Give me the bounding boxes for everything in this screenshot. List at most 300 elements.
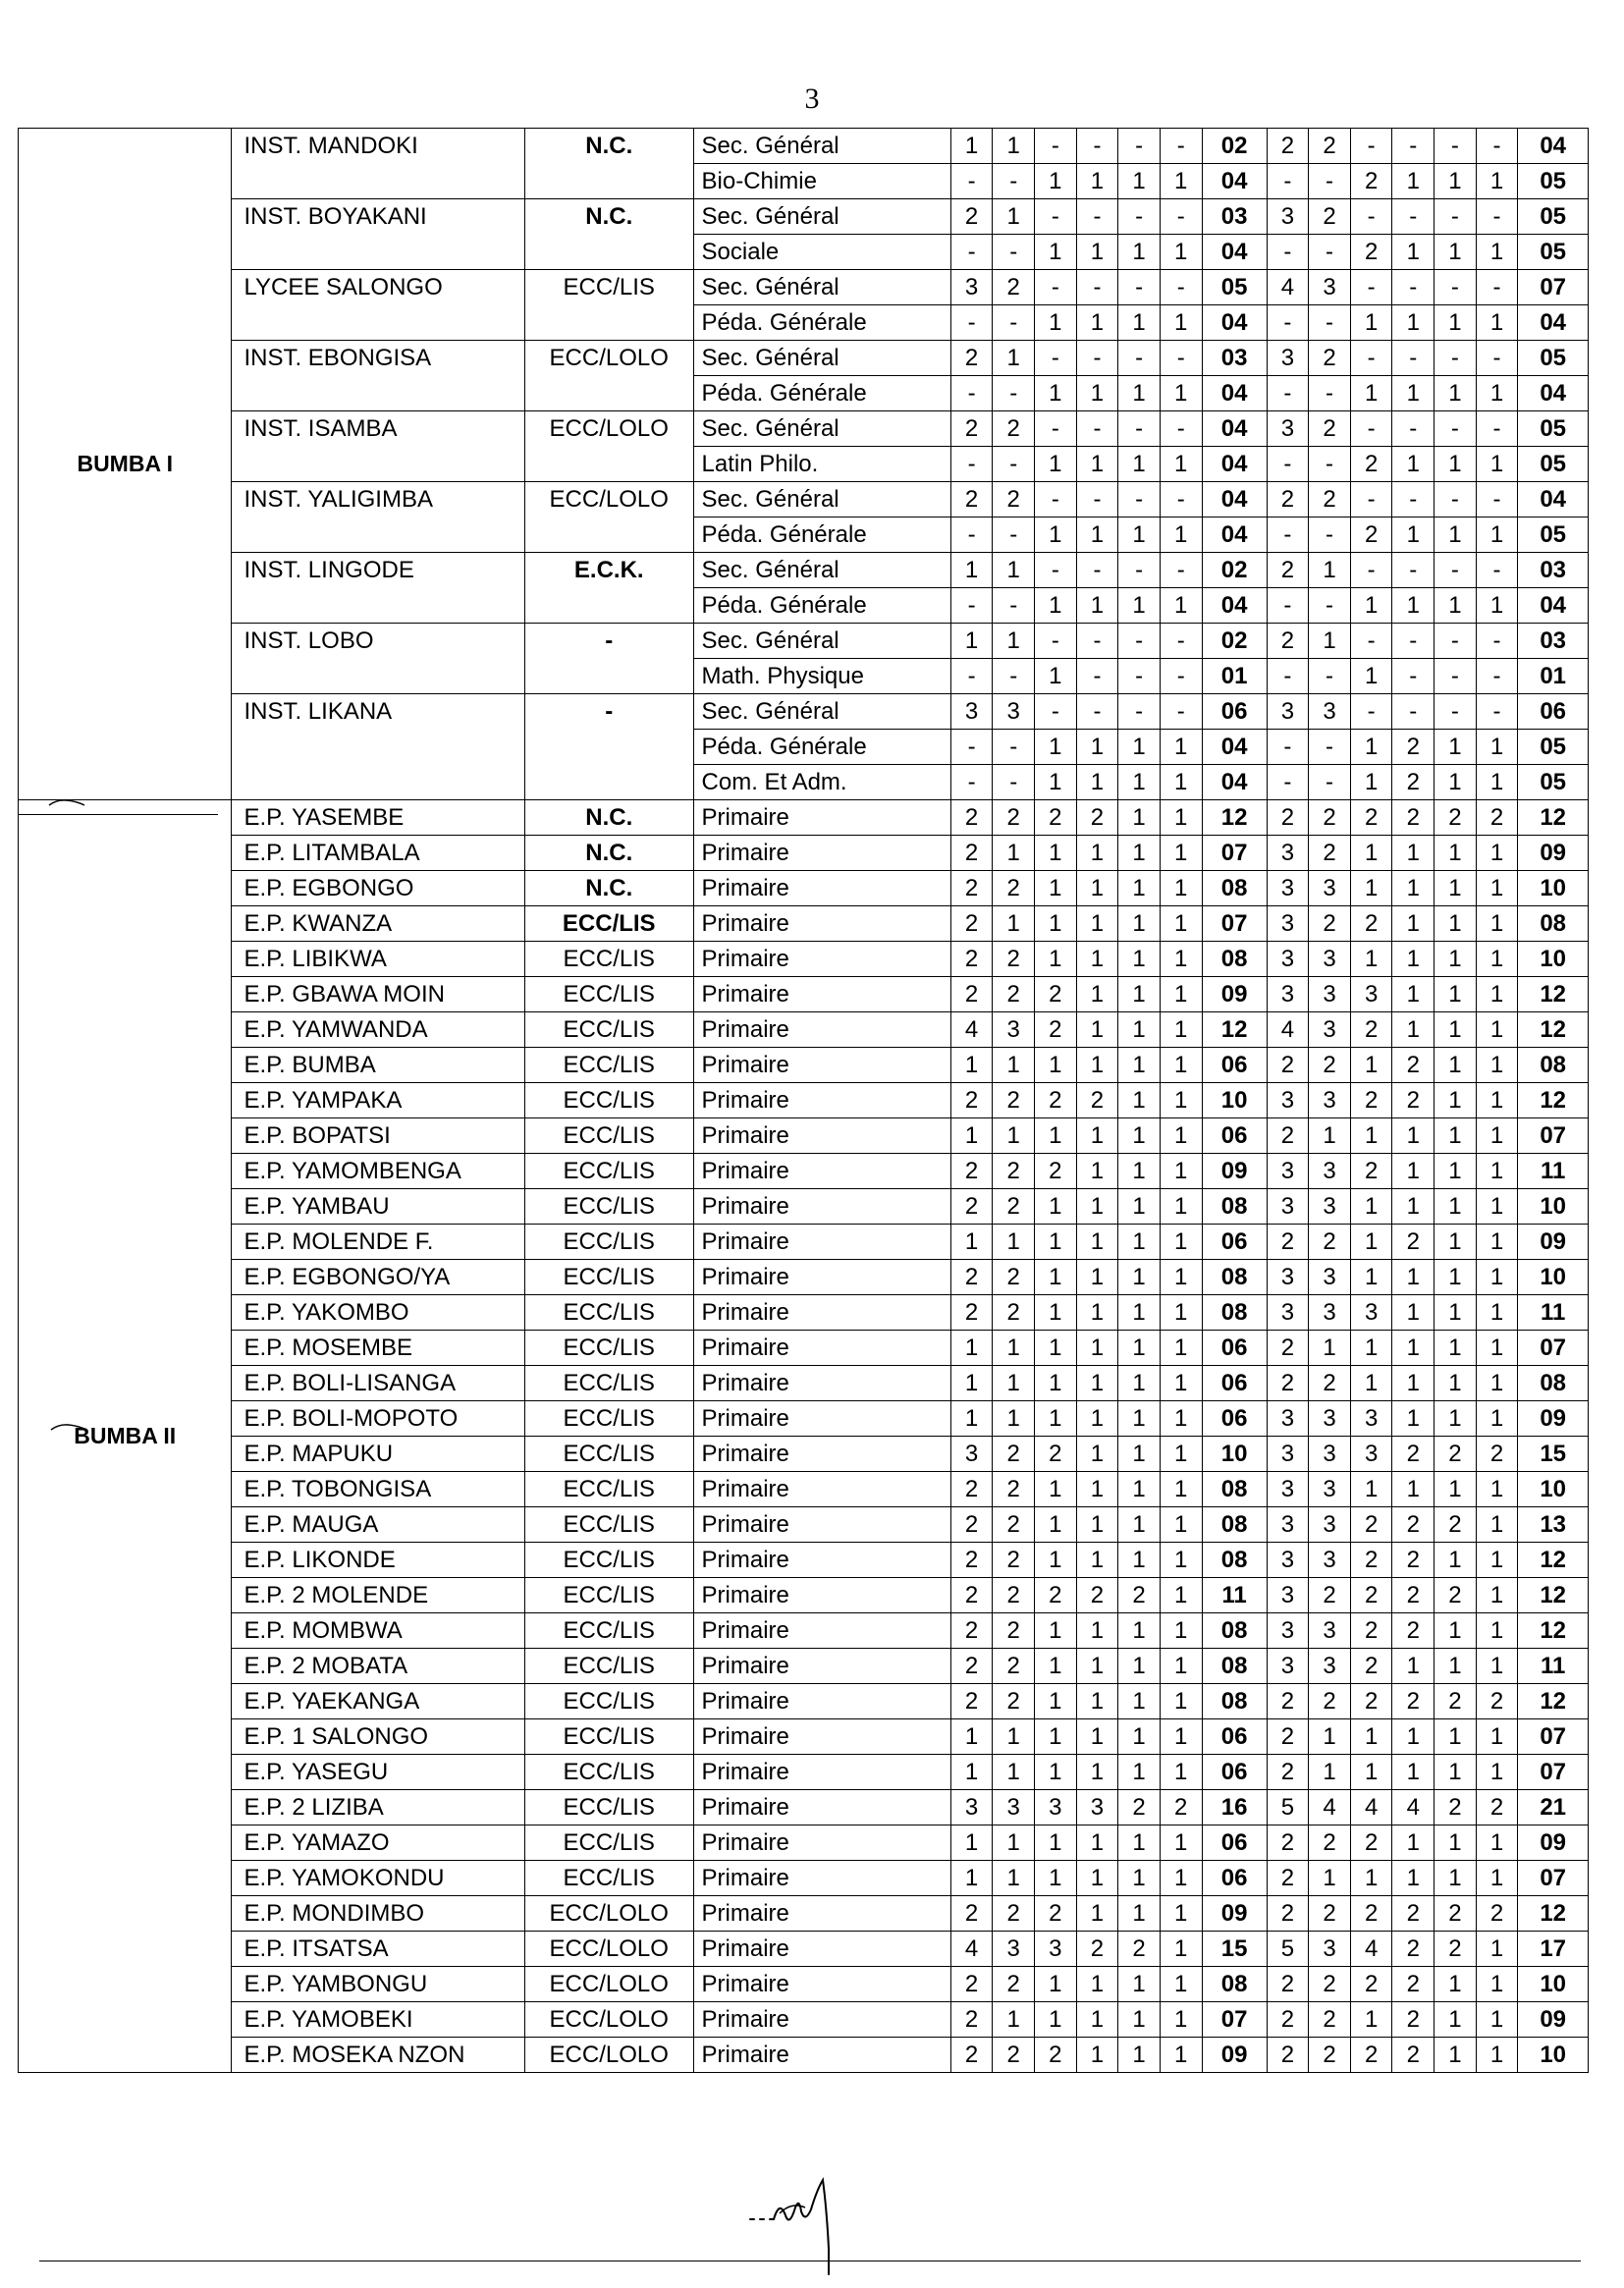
- staff-count: 4: [1267, 1012, 1309, 1048]
- staff-count: 1: [1392, 1012, 1435, 1048]
- section-name: Primaire: [693, 2038, 950, 2073]
- staff-count: 1: [1435, 906, 1477, 942]
- staff-count: 1: [1435, 235, 1477, 270]
- section-name: Primaire: [693, 1578, 950, 1613]
- staff-count: 1: [1476, 1719, 1518, 1755]
- class-count: 1: [1076, 518, 1118, 553]
- staff-count: -: [1350, 199, 1392, 235]
- class-count: 2: [993, 800, 1035, 836]
- class-count: 1: [1118, 1613, 1161, 1649]
- class-count: 1: [1076, 1684, 1118, 1719]
- staff-count: 1: [1309, 1118, 1351, 1154]
- class-count: 2: [993, 977, 1035, 1012]
- class-count: 3: [993, 1790, 1035, 1825]
- staff-count: 1: [1392, 836, 1435, 871]
- class-count: -: [993, 730, 1035, 765]
- total-staff: 12: [1518, 1012, 1589, 1048]
- staff-count: 2: [1392, 2038, 1435, 2073]
- school-name: E.P. YAMOKONDU: [232, 1861, 524, 1896]
- class-count: -: [1076, 659, 1118, 694]
- class-count: -: [1160, 624, 1202, 659]
- school-name: E.P. BOLI-LISANGA: [232, 1366, 524, 1401]
- class-count: -: [1035, 624, 1077, 659]
- staff-count: 2: [1309, 836, 1351, 871]
- staff-count: 1: [1476, 1825, 1518, 1861]
- class-count: -: [950, 518, 993, 553]
- class-count: 2: [993, 1896, 1035, 1932]
- school-regime: ECC/LIS: [524, 1048, 693, 1083]
- staff-count: 2: [1350, 164, 1392, 199]
- class-count: 1: [1035, 1543, 1077, 1578]
- school-regime: ECC/LIS: [524, 1649, 693, 1684]
- staff-count: 3: [1309, 1295, 1351, 1331]
- staff-count: 3: [1267, 1649, 1309, 1684]
- table-row: [19, 694, 1589, 730]
- staff-count: 1: [1435, 836, 1477, 871]
- staff-count: 2: [1392, 1048, 1435, 1083]
- zone-name: BUMBA II: [19, 800, 232, 2073]
- staff-count: -: [1435, 694, 1477, 730]
- total-classes: 06: [1202, 1118, 1267, 1154]
- school-name: E.P. YAMOBEKI: [232, 2002, 524, 2038]
- school-name: INST. LINGODE: [232, 553, 524, 624]
- class-count: 1: [1076, 1295, 1118, 1331]
- total-staff: 03: [1518, 553, 1589, 588]
- class-count: -: [1035, 341, 1077, 376]
- table-row: [19, 1896, 1589, 1932]
- table-row: [19, 1861, 1589, 1896]
- section-name: Primaire: [693, 1401, 950, 1437]
- staff-count: 2: [1392, 1967, 1435, 2002]
- total-classes: 07: [1202, 836, 1267, 871]
- class-count: 2: [1076, 800, 1118, 836]
- staff-count: 2: [1267, 482, 1309, 518]
- class-count: -: [1076, 553, 1118, 588]
- staff-count: 2: [1267, 2038, 1309, 2073]
- class-count: 1: [1035, 1048, 1077, 1083]
- class-count: 1: [993, 1118, 1035, 1154]
- class-count: 2: [1160, 1790, 1202, 1825]
- staff-count: 1: [1392, 1118, 1435, 1154]
- schools-table: [18, 128, 1589, 2073]
- staff-count: 3: [1309, 1543, 1351, 1578]
- class-count: 1: [1160, 1225, 1202, 1260]
- class-count: 1: [1160, 906, 1202, 942]
- staff-count: 1: [1350, 1260, 1392, 1295]
- total-staff: 04: [1518, 129, 1589, 164]
- class-count: 2: [1118, 1932, 1161, 1967]
- school-regime: ECC/LIS: [524, 1331, 693, 1366]
- class-count: -: [1076, 129, 1118, 164]
- staff-count: 1: [1435, 588, 1477, 624]
- table-row: [19, 942, 1589, 977]
- total-classes: 06: [1202, 1366, 1267, 1401]
- section-name: Com. Et Adm.: [693, 765, 950, 800]
- class-count: 3: [993, 694, 1035, 730]
- section-name: Primaire: [693, 942, 950, 977]
- school-regime: ECC/LOLO: [524, 1896, 693, 1932]
- class-count: 3: [1035, 1932, 1077, 1967]
- class-count: 1: [1118, 730, 1161, 765]
- staff-count: 2: [1392, 800, 1435, 836]
- class-count: 2: [950, 1896, 993, 1932]
- school-name: E.P. 2 MOBATA: [232, 1649, 524, 1684]
- class-count: 1: [1076, 730, 1118, 765]
- total-staff: 12: [1518, 1613, 1589, 1649]
- class-count: 1: [1160, 1825, 1202, 1861]
- staff-count: 2: [1476, 1437, 1518, 1472]
- class-count: 1: [1160, 1048, 1202, 1083]
- staff-count: 2: [1267, 2002, 1309, 2038]
- school-name: E.P. MAUGA: [232, 1507, 524, 1543]
- table-row: [19, 1260, 1589, 1295]
- staff-count: 2: [1435, 1507, 1477, 1543]
- staff-count: 1: [1435, 1295, 1477, 1331]
- table-row: [19, 1932, 1589, 1967]
- class-count: 2: [993, 1437, 1035, 1472]
- class-count: 1: [993, 624, 1035, 659]
- total-classes: 04: [1202, 447, 1267, 482]
- class-count: 2: [1118, 1578, 1161, 1613]
- class-count: 1: [1118, 1189, 1161, 1225]
- total-staff: 12: [1518, 1543, 1589, 1578]
- staff-count: -: [1267, 659, 1309, 694]
- class-count: 2: [1035, 1896, 1077, 1932]
- staff-count: 1: [1476, 1048, 1518, 1083]
- total-staff: 12: [1518, 1684, 1589, 1719]
- staff-count: 3: [1309, 1189, 1351, 1225]
- school-name: E.P. YAMOMBENGA: [232, 1154, 524, 1189]
- staff-count: -: [1392, 624, 1435, 659]
- staff-count: 1: [1476, 1225, 1518, 1260]
- class-count: 1: [1076, 942, 1118, 977]
- school-regime: ECC/LOLO: [524, 2038, 693, 2073]
- class-count: 1: [1035, 235, 1077, 270]
- class-count: 1: [1076, 1225, 1118, 1260]
- staff-count: -: [1350, 270, 1392, 305]
- staff-count: 4: [1350, 1932, 1392, 1967]
- class-count: 1: [1118, 836, 1161, 871]
- class-count: 3: [950, 270, 993, 305]
- staff-count: 5: [1267, 1790, 1309, 1825]
- staff-count: 1: [1476, 235, 1518, 270]
- school-regime: ECC/LIS: [524, 1861, 693, 1896]
- class-count: 1: [1118, 1260, 1161, 1295]
- class-count: 1: [1118, 1083, 1161, 1118]
- staff-count: 1: [1392, 1331, 1435, 1366]
- school-name: E.P. MOSEMBE: [232, 1331, 524, 1366]
- school-name: E.P. BUMBA: [232, 1048, 524, 1083]
- school-regime: ECC/LOLO: [524, 341, 693, 411]
- class-count: 3: [1076, 1790, 1118, 1825]
- staff-count: 1: [1476, 2038, 1518, 2073]
- school-regime: ECC/LIS: [524, 1083, 693, 1118]
- class-count: 1: [1160, 2038, 1202, 2073]
- staff-count: 2: [1267, 1366, 1309, 1401]
- staff-count: -: [1476, 341, 1518, 376]
- class-count: 1: [993, 906, 1035, 942]
- staff-count: 2: [1267, 624, 1309, 659]
- class-count: 1: [1035, 1295, 1077, 1331]
- staff-count: 2: [1309, 2038, 1351, 2073]
- staff-count: -: [1435, 199, 1477, 235]
- class-count: 1: [1160, 1083, 1202, 1118]
- table-row: [19, 1613, 1589, 1649]
- class-count: 1: [1160, 1613, 1202, 1649]
- total-classes: 09: [1202, 1154, 1267, 1189]
- staff-count: -: [1476, 482, 1518, 518]
- staff-count: 2: [1350, 1154, 1392, 1189]
- school-name: E.P. LIKONDE: [232, 1543, 524, 1578]
- school-regime: ECC/LIS: [524, 1543, 693, 1578]
- class-count: 1: [993, 1755, 1035, 1790]
- staff-count: 3: [1309, 1154, 1351, 1189]
- school-name: E.P. GBAWA MOIN: [232, 977, 524, 1012]
- class-count: 1: [1076, 1719, 1118, 1755]
- class-count: -: [1160, 694, 1202, 730]
- staff-count: 1: [1476, 1967, 1518, 2002]
- section-name: Péda. Générale: [693, 518, 950, 553]
- class-count: 1: [1076, 1048, 1118, 1083]
- total-staff: 10: [1518, 871, 1589, 906]
- staff-count: 1: [1350, 836, 1392, 871]
- staff-count: 1: [1476, 1932, 1518, 1967]
- class-count: 1: [1035, 2002, 1077, 2038]
- class-count: 1: [1035, 1825, 1077, 1861]
- staff-count: 3: [1267, 1295, 1309, 1331]
- total-staff: 07: [1518, 1118, 1589, 1154]
- class-count: 1: [993, 1048, 1035, 1083]
- table-row: [19, 836, 1589, 871]
- class-count: 2: [993, 871, 1035, 906]
- class-count: 1: [1160, 1755, 1202, 1790]
- staff-count: 1: [1476, 1189, 1518, 1225]
- class-count: 1: [1160, 1295, 1202, 1331]
- staff-count: 2: [1267, 1755, 1309, 1790]
- school-name: E.P. 1 SALONGO: [232, 1719, 524, 1755]
- staff-count: 1: [1435, 1331, 1477, 1366]
- class-count: 1: [1035, 871, 1077, 906]
- class-count: -: [1118, 624, 1161, 659]
- table-row: [19, 1437, 1589, 1472]
- class-count: 1: [1118, 305, 1161, 341]
- total-staff: 09: [1518, 1225, 1589, 1260]
- staff-count: 2: [1309, 906, 1351, 942]
- class-count: -: [1076, 341, 1118, 376]
- staff-count: -: [1309, 730, 1351, 765]
- total-classes: 02: [1202, 553, 1267, 588]
- staff-count: -: [1476, 694, 1518, 730]
- staff-count: 1: [1350, 305, 1392, 341]
- class-count: 1: [1118, 942, 1161, 977]
- class-count: 1: [950, 1825, 993, 1861]
- table-row: [19, 1401, 1589, 1437]
- class-count: -: [950, 765, 993, 800]
- school-name: LYCEE SALONGO: [232, 270, 524, 341]
- total-staff: 12: [1518, 800, 1589, 836]
- section-name: Primaire: [693, 1331, 950, 1366]
- staff-count: 2: [1350, 447, 1392, 482]
- staff-count: 2: [1267, 1967, 1309, 2002]
- class-count: -: [950, 164, 993, 199]
- table-row: [19, 2038, 1589, 2073]
- school-name: E.P. MAPUKU: [232, 1437, 524, 1472]
- section-name: Primaire: [693, 1932, 950, 1967]
- class-count: 1: [1118, 1507, 1161, 1543]
- school-regime: ECC/LOLO: [524, 2002, 693, 2038]
- table-row: [19, 1366, 1589, 1401]
- staff-count: -: [1267, 376, 1309, 411]
- staff-count: 1: [1309, 624, 1351, 659]
- staff-count: -: [1267, 518, 1309, 553]
- staff-count: 2: [1392, 730, 1435, 765]
- staff-count: 2: [1476, 800, 1518, 836]
- class-count: 1: [1076, 1613, 1118, 1649]
- total-classes: 04: [1202, 376, 1267, 411]
- staff-count: 3: [1309, 1083, 1351, 1118]
- staff-count: 1: [1435, 730, 1477, 765]
- school-name: INST. ISAMBA: [232, 411, 524, 482]
- class-count: 4: [950, 1932, 993, 1967]
- section-name: Sociale: [693, 235, 950, 270]
- class-count: 1: [1118, 765, 1161, 800]
- staff-count: 1: [1350, 588, 1392, 624]
- class-count: 1: [1076, 1012, 1118, 1048]
- staff-count: 3: [1267, 871, 1309, 906]
- staff-count: 2: [1392, 2002, 1435, 2038]
- staff-count: 4: [1267, 270, 1309, 305]
- staff-count: 1: [1476, 765, 1518, 800]
- school-name: E.P. YAEKANGA: [232, 1684, 524, 1719]
- section-name: Primaire: [693, 977, 950, 1012]
- total-staff: 10: [1518, 1189, 1589, 1225]
- class-count: 3: [950, 694, 993, 730]
- staff-count: 2: [1267, 1331, 1309, 1366]
- class-count: 1: [1118, 1649, 1161, 1684]
- table-row: [19, 1543, 1589, 1578]
- staff-count: -: [1350, 624, 1392, 659]
- class-count: 2: [950, 1472, 993, 1507]
- class-count: 1: [1160, 2002, 1202, 2038]
- staff-count: 1: [1392, 1295, 1435, 1331]
- staff-count: 2: [1435, 1932, 1477, 1967]
- class-count: 2: [993, 411, 1035, 447]
- section-name: Péda. Générale: [693, 730, 950, 765]
- school-regime: ECC/LIS: [524, 906, 693, 942]
- total-classes: 08: [1202, 871, 1267, 906]
- staff-count: -: [1476, 270, 1518, 305]
- staff-count: 2: [1267, 129, 1309, 164]
- class-count: 1: [1035, 1719, 1077, 1755]
- staff-count: 2: [1267, 1825, 1309, 1861]
- section-name: Primaire: [693, 1755, 950, 1790]
- class-count: 3: [950, 1437, 993, 1472]
- total-staff: 17: [1518, 1932, 1589, 1967]
- class-count: 1: [1118, 1825, 1161, 1861]
- section-name: Sec. Général: [693, 411, 950, 447]
- class-count: 2: [950, 1507, 993, 1543]
- school-name: E.P. YAMPAKA: [232, 1083, 524, 1118]
- staff-count: 2: [1350, 1967, 1392, 2002]
- staff-count: 1: [1350, 1719, 1392, 1755]
- staff-count: -: [1309, 765, 1351, 800]
- staff-count: 2: [1392, 1896, 1435, 1932]
- staff-count: 1: [1435, 1861, 1477, 1896]
- school-regime: ECC/LIS: [524, 1118, 693, 1154]
- total-classes: 08: [1202, 1613, 1267, 1649]
- total-staff: 12: [1518, 977, 1589, 1012]
- staff-count: 1: [1476, 1861, 1518, 1896]
- staff-count: 1: [1476, 305, 1518, 341]
- staff-count: 3: [1267, 1578, 1309, 1613]
- staff-count: 2: [1267, 553, 1309, 588]
- staff-count: 3: [1267, 977, 1309, 1012]
- class-count: 1: [1035, 588, 1077, 624]
- pen-mark: [49, 1422, 88, 1432]
- staff-count: -: [1309, 376, 1351, 411]
- total-staff: 07: [1518, 1331, 1589, 1366]
- staff-count: -: [1309, 164, 1351, 199]
- staff-count: 1: [1476, 447, 1518, 482]
- staff-count: -: [1309, 305, 1351, 341]
- class-count: 1: [1076, 1967, 1118, 2002]
- class-count: 1: [1035, 1118, 1077, 1154]
- total-staff: 07: [1518, 270, 1589, 305]
- staff-count: 2: [1435, 800, 1477, 836]
- total-classes: 16: [1202, 1790, 1267, 1825]
- class-count: 1: [1076, 1543, 1118, 1578]
- school-name: E.P. YAMWANDA: [232, 1012, 524, 1048]
- total-classes: 08: [1202, 1649, 1267, 1684]
- school-regime: -: [524, 624, 693, 694]
- total-staff: 13: [1518, 1507, 1589, 1543]
- class-count: 1: [1035, 1189, 1077, 1225]
- staff-count: 3: [1267, 906, 1309, 942]
- staff-count: 1: [1350, 2002, 1392, 2038]
- class-count: -: [950, 305, 993, 341]
- staff-count: 1: [1350, 376, 1392, 411]
- staff-count: 1: [1476, 518, 1518, 553]
- class-count: -: [993, 518, 1035, 553]
- class-count: 1: [993, 1861, 1035, 1896]
- school-regime: ECC/LIS: [524, 1790, 693, 1825]
- school-regime: ECC/LIS: [524, 270, 693, 341]
- staff-count: 2: [1392, 1507, 1435, 1543]
- total-classes: 08: [1202, 1684, 1267, 1719]
- staff-count: 3: [1267, 694, 1309, 730]
- class-count: 1: [1076, 1472, 1118, 1507]
- class-count: -: [993, 164, 1035, 199]
- section-name: Primaire: [693, 800, 950, 836]
- total-classes: 04: [1202, 305, 1267, 341]
- class-count: 1: [1076, 305, 1118, 341]
- staff-count: 5: [1267, 1932, 1309, 1967]
- staff-count: 1: [1476, 1012, 1518, 1048]
- class-count: 1: [1118, 1861, 1161, 1896]
- class-count: 2: [1035, 800, 1077, 836]
- class-count: 1: [950, 1225, 993, 1260]
- staff-count: -: [1350, 341, 1392, 376]
- staff-count: 1: [1435, 1472, 1477, 1507]
- class-count: -: [1118, 270, 1161, 305]
- staff-count: 1: [1350, 1225, 1392, 1260]
- staff-count: 3: [1309, 1472, 1351, 1507]
- staff-count: 2: [1350, 1649, 1392, 1684]
- staff-count: 3: [1267, 1260, 1309, 1295]
- staff-count: -: [1476, 659, 1518, 694]
- staff-count: 2: [1267, 1225, 1309, 1260]
- class-count: 1: [1118, 1295, 1161, 1331]
